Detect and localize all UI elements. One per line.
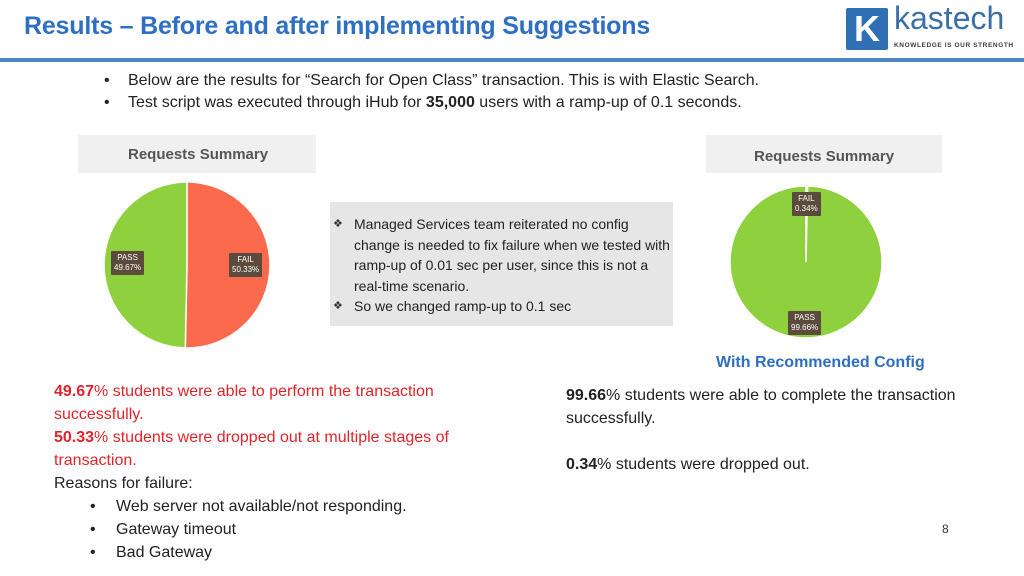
fail-text: % students were dropped out.	[597, 456, 810, 473]
fail-percent: 50.33	[54, 429, 95, 446]
pass-text: % students were able to perform the transaction successfully.	[54, 383, 434, 423]
slide-title: Results – Before and after implementing Suggestions	[24, 12, 651, 40]
page-number: 8	[942, 522, 949, 536]
after-panel-title: Requests Summary	[706, 135, 942, 173]
kastech-logo	[846, 0, 1014, 52]
pass-label-name: PASS	[794, 313, 815, 322]
after-caption: With Recommended Config	[716, 354, 925, 371]
reason-text: Gateway timeout	[116, 521, 237, 538]
before-pass-label	[111, 251, 144, 275]
user-count: 35,000	[425, 94, 475, 111]
diamond-bullet-icon: ❖	[333, 300, 343, 312]
fail-text: % students were dropped out at multiple stages of transaction.	[54, 429, 449, 469]
fail-percent: 0.34	[566, 456, 598, 473]
pass-label-name: PASS	[117, 253, 138, 262]
pass-text: % students were able to complete the transaction successfully.	[566, 387, 956, 427]
before-summary	[54, 380, 504, 564]
bullet-marker: •	[90, 521, 96, 538]
reasons-title: Reasons for failure:	[54, 475, 193, 492]
title-rule	[0, 58, 1024, 62]
bullet-marker: •	[90, 544, 96, 561]
pass-percent: 49.67	[54, 383, 95, 400]
callout-text: So we changed ramp-up to 0.1 sec	[354, 298, 572, 314]
after-fail-summary	[566, 453, 1016, 476]
reason-item	[90, 541, 504, 564]
logo-wordmark: kastech	[894, 0, 1005, 36]
logo-tagline: KNOWLEDGE IS OUR STRENGTH	[894, 42, 1014, 49]
pass-label-value: 49.67%	[114, 263, 142, 272]
callout-box	[330, 202, 673, 326]
reason-text: Web server not available/not responding.	[116, 498, 407, 515]
bullet-marker: •	[104, 94, 110, 111]
bullet-marker: •	[90, 498, 96, 515]
after-summary	[566, 384, 1016, 476]
bullet-marker: •	[104, 72, 110, 89]
reason-text: Bad Gateway	[116, 544, 213, 561]
intro-bullet-text: Below are the results for “Search for Open Class” transaction. This is with Elastic Search.	[128, 72, 760, 89]
intro-text-prefix: Test script was executed through iHub for	[128, 94, 426, 111]
reason-item	[90, 495, 504, 518]
before-panel-title: Requests Summary	[78, 135, 316, 173]
fail-label-value: 50.33%	[232, 265, 260, 274]
before-pass-summary	[54, 380, 504, 426]
reason-item	[90, 518, 504, 541]
callout-text: Managed Services team reiterated no config change is needed to fix failure when we tested with ramp-up of 0.01 sec per user, since this is not a real-time scenario.	[354, 216, 670, 294]
logo-k-box: K	[846, 8, 888, 50]
diamond-bullet-icon: ❖	[333, 218, 343, 230]
fail-label-name: FAIL	[798, 194, 815, 203]
after-pass-summary	[566, 384, 1016, 430]
fail-label-name: FAIL	[237, 255, 254, 264]
after-pass-label	[788, 311, 821, 335]
before-fail-label	[229, 253, 262, 277]
before-fail-summary	[54, 426, 504, 472]
pass-percent: 99.66	[566, 387, 607, 404]
intro-text-suffix: users with a ramp-up of 0.1 seconds.	[474, 94, 742, 111]
after-fail-label	[792, 192, 821, 216]
fail-label-value: 0.34%	[795, 204, 818, 213]
intro-bullet-text	[128, 92, 742, 114]
reasons-list	[90, 495, 504, 564]
pass-label-value: 99.66%	[791, 323, 819, 332]
